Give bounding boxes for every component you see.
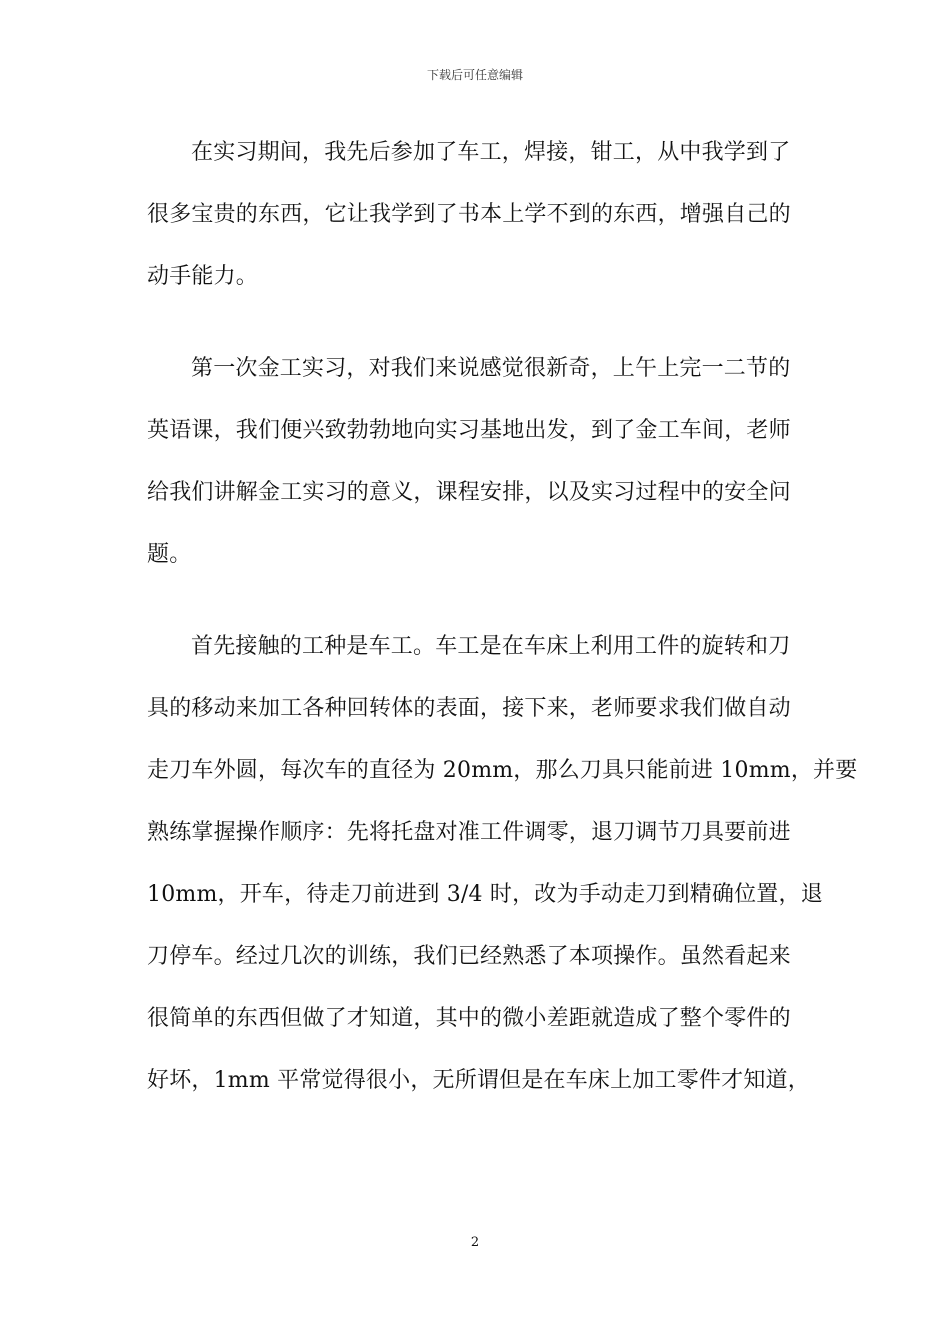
page-number: 2 bbox=[470, 1235, 480, 1250]
text-line: 很多宝贵的东西，它让我学到了书本上学不到的东西，增强自己的 bbox=[147, 202, 791, 227]
text-line: 很简单的东西但做了才知道，其中的微小差距就造成了整个零件的 bbox=[147, 1006, 791, 1031]
text-line: 刀停车。经过几次的训练，我们已经熟悉了本项操作。虽然看起来 bbox=[147, 944, 791, 969]
text-line: 题。 bbox=[147, 542, 192, 567]
text-line: 在实习期间，我先后参加了车工，焊接，钳工，从中我学到了 bbox=[191, 140, 791, 165]
paragraph-spacer bbox=[147, 310, 807, 340]
paragraph-2 bbox=[147, 340, 807, 588]
paragraph-1 bbox=[147, 124, 807, 310]
text-line: 第一次金工实习，对我们来说感觉很新奇，上午上完一二节的 bbox=[191, 356, 791, 381]
paragraph-3 bbox=[147, 618, 858, 1114]
text-line: 英语课，我们便兴致勃勃地向实习基地出发，到了金工车间，老师 bbox=[147, 418, 791, 443]
text-line: 具的移动来加工各种回转体的表面，接下来，老师要求我们做自动 bbox=[147, 696, 791, 721]
text-line: 首先接触的工种是车工。车工是在车床上利用工件的旋转和刀 bbox=[191, 634, 791, 659]
text-line: 给我们讲解金工实习的意义，课程安排，以及实习过程中的安全问 bbox=[147, 480, 791, 505]
text-line: 动手能力。 bbox=[147, 264, 259, 289]
document-body bbox=[147, 124, 858, 1114]
text-line: 10mm，开车，待走刀前进到 3/4 时，改为手动走刀到精确位置，退 bbox=[147, 882, 823, 907]
paragraph-spacer bbox=[147, 588, 807, 618]
text-line: 熟练掌握操作顺序：先将托盘对准工件调零，退刀调节刀具要前进 bbox=[147, 820, 791, 845]
page-header: 下载后可任意编辑 bbox=[426, 68, 523, 82]
text-line: 走刀车外圆，每次车的直径为 20mm，那么刀具只能前进 10mm，并要 bbox=[147, 758, 858, 783]
text-line: 好坏，1mm 平常觉得很小，无所谓但是在车床上加工零件才知道， bbox=[147, 1068, 810, 1093]
